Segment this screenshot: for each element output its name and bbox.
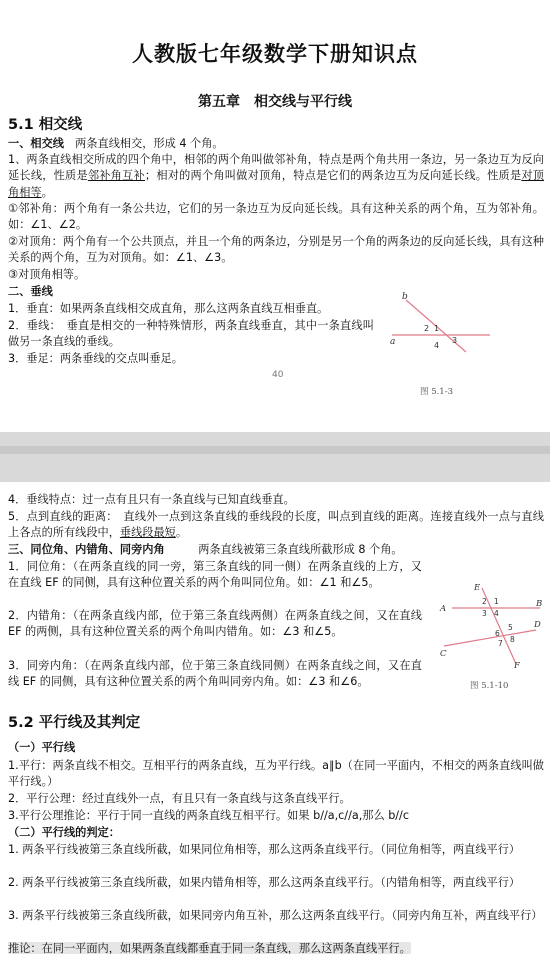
paragraph-perpendicular-line: 2．垂线： 垂直是相交的一种特殊情形，两条直线垂直，其中一条直线叫做另一条直线的垂线。 <box>8 319 374 349</box>
subheading: 三、同位角、内错角、同旁内角 <box>8 543 165 556</box>
angle-label-4: 4 <box>494 609 499 618</box>
paragraph-corresponding-angles: 1．同位角：（在两条直线的同一旁，第三条直线的同一侧）在两条直线的上方，又在直线 EF 的同侧，具有这种位置关系的两个角叫同位角。如：∠1 和∠5。 <box>8 560 422 590</box>
angle-label-7: 7 <box>498 639 503 648</box>
paragraph-intersecting-lines <box>8 136 544 152</box>
paragraph-adjacent-vertical-angles <box>8 152 544 201</box>
chapter-heading: 第五章 相交线与平行线 <box>198 94 352 110</box>
subheading: 一、相交线 <box>8 137 64 150</box>
paragraph-angle-types <box>8 542 544 558</box>
paragraph-point-line-distance <box>8 509 544 542</box>
angle-label-3: 3 <box>452 336 458 345</box>
subheading-parallel-criteria: （二）平行线的判定： <box>8 826 120 839</box>
underlined-text: 垂线段最短 <box>119 526 176 540</box>
paragraph-perpendicular: 1．垂直：如果两条直线相交成直角，那么这两条直线互相垂直。 <box>8 302 329 315</box>
page-separator <box>0 432 550 482</box>
paragraph-text: 两条直线相交，形成 4 个角。 <box>63 137 224 150</box>
paragraph-parallel-axiom: 2．平行公理：经过直线外一点，有且只有一条直线与这条直线平行。 <box>8 792 351 805</box>
angle-label-8: 8 <box>510 635 515 644</box>
paragraph-adjacent-angle-def: ①邻补角：两个角有一条公共边，它们的另一条边互为反向延长线。具有这种关系的两个角，互为邻补角。如：∠1、∠2。 <box>8 202 544 232</box>
paragraph-vertical-angles-equal: ③对顶角相等。 <box>8 268 86 281</box>
paragraph-text: ；相对的两个角叫做对顶角，特点是它们的两条边互为反向延长线。性质是 <box>144 169 522 183</box>
line-CD <box>444 630 536 646</box>
highlighted-text: 推论：在同一平面内，如果两条直线都垂直于同一条直线，那么这两条直线平行。 <box>8 942 411 954</box>
underlined-text: 对顶角相等 <box>8 169 544 199</box>
angle-label-5: 5 <box>508 623 513 632</box>
angle-label-1: 1 <box>494 597 499 606</box>
label-b: b <box>402 292 408 302</box>
figure-caption: 图 5.1-3 <box>420 387 453 397</box>
label-F: F <box>514 661 520 671</box>
paragraph-parallel-def: 1.平行：两条直线不相交。互相平行的两条直线，互为平行线。a∥b（在同一平面内，不相交的两条直线叫做平行线。） <box>8 759 544 789</box>
subheading-perpendicular: 二、垂线 <box>8 285 53 298</box>
paragraph-criterion-alternate: 2. 两条平行线被第三条直线所截，如果内错角相等，那么这两条直线平行。（内错角相等，两直线平行） <box>8 876 521 889</box>
label-E: E <box>474 583 481 593</box>
paragraph-criterion-same-side: 3. 两条平行线被第三条直线所截，如果同旁内角互补，那么这两条直线平行。（同旁内角互补，两直线平行） <box>8 909 543 922</box>
label-C: C <box>440 649 447 659</box>
paragraph-perpendicular-property: 4．垂线特点：过一点有且只有一条直线与已知直线垂直。 <box>8 493 295 506</box>
angle-label-6: 6 <box>495 629 500 638</box>
label-a: a <box>390 337 396 347</box>
separator-band <box>0 446 550 454</box>
paragraph-parallel-corollary: 3.平行公理推论：平行于同一直线的两条直线互相平行。如果 b//a,c//a,那么 b//c <box>8 809 409 822</box>
figure-5-1-3 <box>384 290 496 358</box>
section-heading-5-1: 5.1 相交线 <box>8 117 83 133</box>
document-page-1 <box>0 0 550 432</box>
label-B: B <box>536 599 543 609</box>
paragraph-same-side-interior-angles: 3．同旁内角：（在两条直线内部，位于第三条直线同侧）在两条直线之间，又在直线 EF 的同侧，具有这种位置关系的两个角叫同旁内角。如：∠3 和∠6。 <box>8 659 422 689</box>
document-title: 人教版七年级数学下册知识点 <box>132 42 418 66</box>
angle-label-4: 4 <box>434 341 440 350</box>
paragraph-vertical-angle-def: ②对顶角：两个角有一个公共顶点，并且一个角的两条边，分别是另一个角的两条边的反向延长线，具有这种关系的两个角，互为对顶角。如：∠1、∠3。 <box>8 235 544 265</box>
paragraph-text: 。 <box>175 526 188 540</box>
paragraph-criterion-corresponding: 1. 两条平行线被第三条直线所截，如果同位角相等，那么这两条直线平行。（同位角相等，两直线平行） <box>8 843 521 856</box>
paragraph-text: 1、两条直线相交所成的四个角中，相邻的两个角叫做邻补角，特点是两个角共用一条边，另一条边互为反向延长线，性质是 <box>8 153 544 183</box>
paragraph-text: 。 <box>41 185 53 199</box>
label-A: A <box>440 604 447 614</box>
label-D: D <box>534 620 541 630</box>
paragraph-text: 5．点到直线的距离： 直线外一点到这条直线的垂线段的长度，叫点到直线的距离。连接直线外一点与直线上各点的所有线段中， <box>8 510 544 540</box>
paragraph-corollary-perpendicular <box>8 941 544 954</box>
figure-caption: 图 5.1-10 <box>470 681 509 691</box>
paragraph-text: 两条直线被第三条直线所截形成 8 个角。 <box>164 543 403 556</box>
angle-label-3: 3 <box>482 609 487 618</box>
subheading-parallel-lines: （一）平行线 <box>8 741 76 754</box>
angle-label-2: 2 <box>482 597 487 606</box>
page-number: 40 <box>272 370 284 380</box>
paragraph-foot-of-perpendicular: 3．垂足：两条垂线的交点叫垂足。 <box>8 352 183 365</box>
angle-label-1: 1 <box>434 324 440 333</box>
underlined-text: 邻补角互补 <box>87 169 145 183</box>
figure-5-1-10 <box>436 580 544 672</box>
section-heading-5-2: 5.2 平行线及其判定 <box>8 715 141 731</box>
paragraph-alternate-interior-angles: 2．内错角：（在两条直线内部，位于第三条直线两侧）在两条直线之间，又在直线 EF 的两侧，具有这种位置关系的两个角叫内错角。如：∠3 和∠5。 <box>8 609 422 639</box>
document-page-2 <box>0 482 550 954</box>
angle-label-2: 2 <box>424 324 430 333</box>
